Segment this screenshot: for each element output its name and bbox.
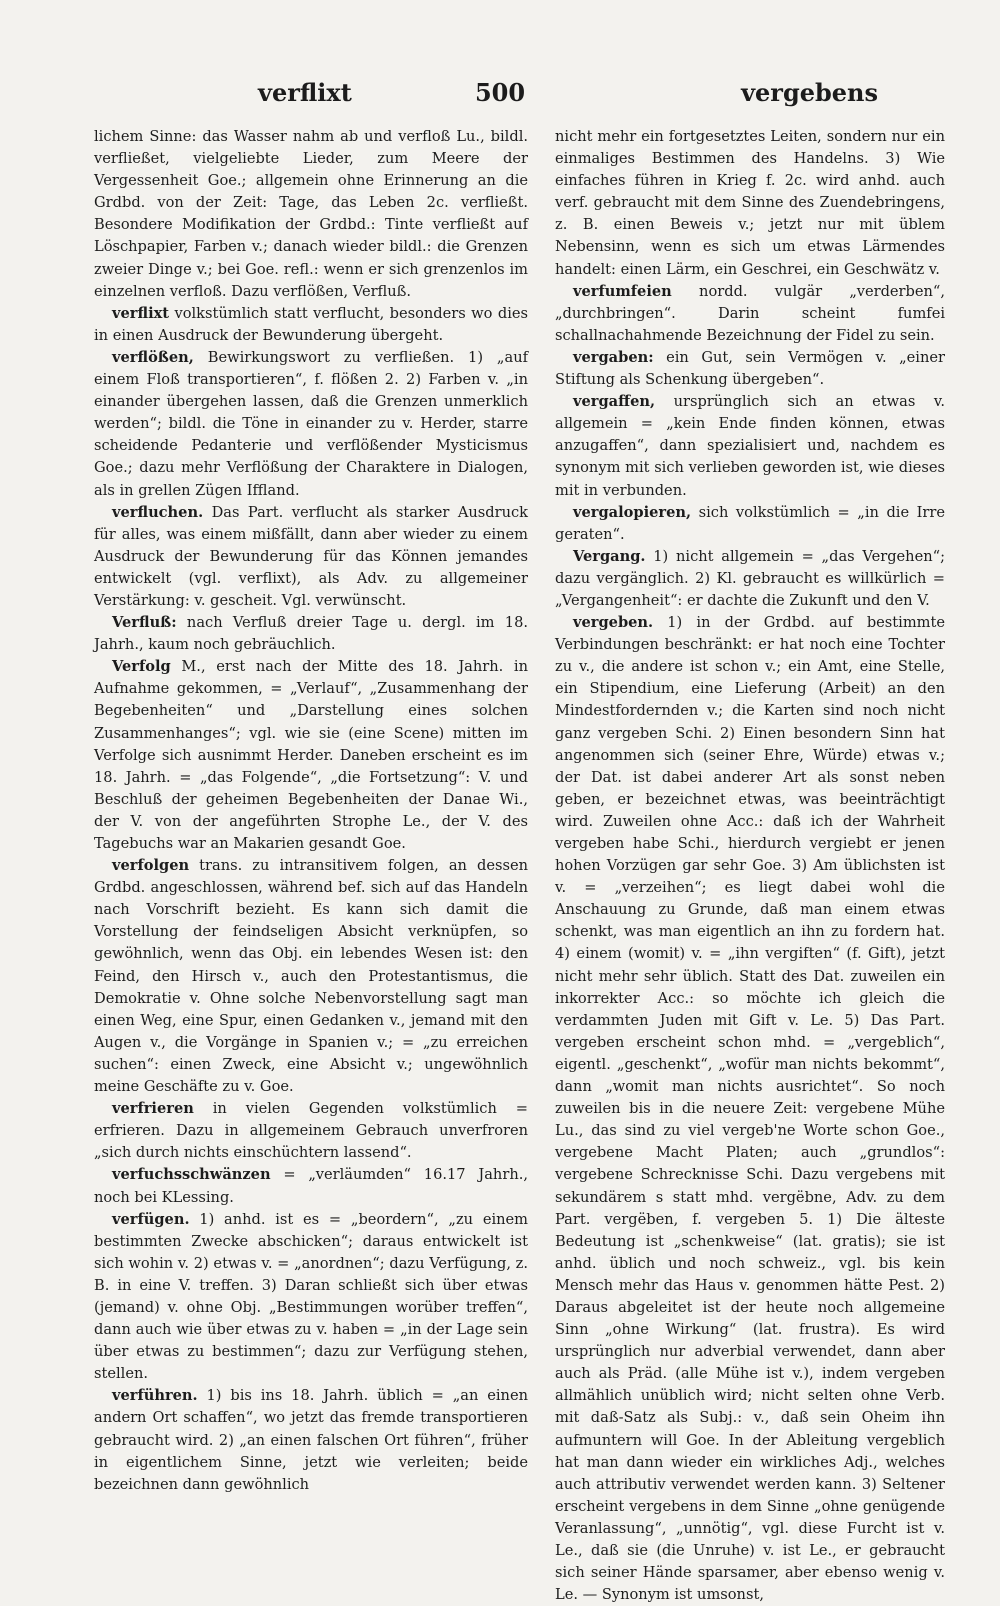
entry-headword: vergalopieren, [573,503,692,521]
entry-text: volkstümlich statt verflucht, besonders wo dies in einen Ausdruck der Bewunderung übergeht. [94,304,528,344]
entry-headword: verflößen, [112,348,194,366]
entry-text: nordd. vulgär „verderben“, „durchbringen“. Darin scheint fumfei schallnachahmende Bezeichnung der Fidel zu sein. [555,282,945,344]
dictionary-entry [94,656,528,855]
entry-text: nicht mehr ein fortgesetztes Leiten, sondern nur ein einmaliges Bestimmen des Handelns. 3) Wie einfaches führen in Krieg f. 2c. wird anhd. auch verf. gebraucht mit dem Sinne des Zuendebringens, z. B. einen Beweis v.; jetzt nur mit üblem Nebensinn, wenn es sich um etwas Lärmendes handelt: einen Lärm, ein Geschrei, ein Geschwätz v. [555,128,945,278]
entry-text: 1) nicht allgemein = „das Vergehen“; dazu vergänglich. 2) Kl. gebraucht es willkürlich = „Vergangenheit“: er dachte die Zukunft und den V. [555,547,945,609]
entry-headword: vergaben: [573,348,654,366]
entry-text: nach Verfluß dreier Tage u. dergl. im 18. Jahrh., kaum noch gebräuchlich. [94,614,528,654]
dictionary-entry [555,391,945,501]
entry-text: = „verläumden“ 16.17 Jahrh., noch bei KLessing. [94,1166,528,1206]
entry-headword: verfluchen. [112,503,204,521]
entry-text: M., erst nach der Mitte des 18. Jahrh. in Aufnahme gekommen, = „Verlauf“, „Zusammenhang der Begebenheiten“ und „Darstellung eines solchen Zusammenhanges“; vgl. wie sie (eine Scene) mitten im Verfolge sich ausnimmt Herder. Daneben erscheint es im 18. Jahrh. = „das Folgende“, „die Fortsetzung“: V. und Beschluß der geheimen Begebenheiten der Danae Wi., der V. von der angeführten Strophe Le., der V. des Tagebuchs war an Makarien gesandt Goe. [94,658,528,852]
entry-text: Das Part. verflucht als starker Ausdruck für alles, was einem mißfällt, dann aber wieder zu einem Ausdruck der Bewunderung für das Können jemandes entwickelt (vgl. verflixt), als Adv. zu allgemeiner Verstärkung: v. gescheit. Vgl. verwünscht. [94,503,528,609]
header-right-catchword: vergebens [741,78,878,107]
dictionary-entry [94,303,528,347]
dictionary-entry [94,347,528,502]
page-header [100,78,900,112]
dictionary-entry [555,347,945,391]
dictionary-entry [555,281,945,347]
entry-headword: vergeben. [573,614,654,632]
left-column [94,126,528,1496]
dictionary-entry [94,126,528,303]
entry-text: trans. zu intransitivem folgen, an dessen Grdbd. angeschlossen, während bef. sich auf das Handeln nach Vorschrift bezieht. Es kann sich damit die Vorstellung der feindseligen Absicht verknüpfen, so gewöhnlich, wenn das Obj. ein lebendes Wesen ist: den Feind, den Hirsch v., auch den Protestantismus, die Demokratie v. Ohne solche Nebenvorstellung sagt man einen Weg, eine Spur, einen Gedanken v., jemand mit den Augen v., die Vorgänge in Spanien v.; = „zu erreichen suchen“: einen Zweck, eine Absicht v.; ungewöhnlich meine Geschäfte zu v. Goe. [94,857,528,1096]
header-left-catchword: verflixt [258,78,352,107]
dictionary-entry [94,1164,528,1208]
entry-text: 1) in der Grdbd. auf bestimmte Verbindungen beschränkt: er hat noch eine Tochter zu v., die andere ist schon v.; ein Amt, eine Stelle, ein Stipendium, eine Lieferung (Arbeit) an den Mindestfordernden v.; die Karten sind noch nicht ganz vergeben Schi. 2) Einen besondern Sinn hat angenommen sich (seiner Ehre, Würde) etwas v.; der Dat. ist dabei anderer Art als sonst neben geben, er bezeichnet etwas, was beeinträchtigt wird. Zuweilen ohne Acc.: daß ich der Wahrheit vergeben habe Schi., hierdurch vergiebt er jenen hohen Vorzügen gar sehr Goe. 3) Am üblichsten ist v. = „verzeihen“; es liegt dabei wohl die Anschauung zu Grunde, daß man einem etwas schenkt, was man eigentlich an ihn zu fordern hat. 4) einem (womit) v. = „ihn vergiften“ (f. Gift), jetzt nicht mehr sehr üblich. Statt des Dat. zuweilen ein inkorrekter Acc.: so möchte ich gleich die verdammten Juden mit Gift v. Le. 5) Das Part. vergeben erscheint schon mhd. = „vergeblich“, eigentl. „geschenkt“, „wofür man nichts bekommt“, dann „womit man nichts ausrichtet“. So noch zuweilen bis in die neuere Zeit: vergebene Mühe Lu., das sind zu viel vergeb'ne Worte schon Goe., vergebene Macht Platen; auch „grundlos“: vergebene Schrecknisse Schi. Dazu vergebens mit sekundärem s statt mhd. vergëbne, Adv. zu dem Part. vergëben, f. vergeben 5. 1) Die älteste Bedeutung ist „schenkweise“ (lat. gratis); sie ist anhd. üblich und noch schweiz., vgl. bis kein Mensch mehr das Haus v. genommen hätte Pest. 2) Daraus abgeleitet ist der heute noch allgemeine Sinn „ohne Wirkung“ (lat. frustra). Es wird ursprünglich nur adverbial verwendet, dann aber auch als Präd. (alle Mühe ist v.), indem vergeben allmählich unüblich wird; nicht selten ohne Verb. mit daß-Satz als Subj.: v., daß sein Oheim ihn aufmuntern will Goe. In der Ableitung vergeblich hat man dann wieder ein wirkliches Adj., welches auch attributiv verwendet werden kann. 3) Seltener erscheint vergebens in dem Sinne „ohne genügende Veranlassung“, „unnötig“, vgl. diese Furcht ist v. Le., daß sie (die Unruhe) v. ist Le., er gebraucht sich seiner Hände sparsamer, aber ebenso wenig v. Le. — Synonym ist umsonst, [555,614,945,1604]
entry-headword: verfügen. [112,1210,190,1228]
entry-text: in vielen Gegenden volkstümlich = erfrieren. Dazu in allgemeinem Gebrauch unverfroren „sich durch nichts einschüchtern lassend“. [94,1100,528,1162]
entry-headword: verfumfeien [573,282,672,300]
dictionary-entry [94,1209,528,1386]
entry-headword: Verfolg [112,658,171,676]
dictionary-entry [555,612,945,1606]
entry-text: Bewirkungswort zu verfließen. 1) „auf einem Floß transportieren“, f. flößen 2. 2) Farben v. „in einander übergehen lassen, daß die Grenzen unmerklich werden“; bildl. die Töne in einander zu v. Herder, starre scheidende Pedanterie und verflößender Mysticismus Goe.; dazu mehr Verflößung der Charaktere in Dialogen, als in grellen Zügen Iffland. [94,348,528,499]
entry-headword: verflixt [112,304,170,322]
entry-text: ursprünglich sich an etwas v. allgemein = „kein Ende finden können, etwas anzugaffen“, dann spezialisiert und, nachdem es synonym mit sich verlieben geworden ist, wie dieses mit in verbunden. [555,393,945,499]
entry-headword: verfuchsschwänzen [112,1166,271,1184]
dictionary-entry [555,502,945,546]
dictionary-entry [94,855,528,1098]
entry-text: lichem Sinne: das Wasser nahm ab und verfloß Lu., bildl. verfließet, vielgeliebte Lieder, zum Meere der Vergessenheit Goe.; allgemein ohne Erinnerung an die Grdbd. von der Zeit: Tage, das Leben 2c. verfließt. Besondere Modifikation der Grdbd.: Tinte verfließt auf Löschpapier, Farben v.; danach wieder bildl.: die Grenzen zweier Dinge v.; bei Goe. refl.: wenn er sich grenzenlos im einzelnen verfloß. Dazu verflößen, Verfluß. [94,128,528,300]
page-number: 500 [474,78,526,107]
dictionary-entry [555,126,945,281]
dictionary-entry [94,1098,528,1164]
dictionary-entry [94,1385,528,1495]
entry-text: ein Gut, sein Vermögen v. „einer Stiftung als Schenkung übergeben“. [555,348,945,389]
entry-headword: verfrieren [112,1100,194,1118]
right-column [555,126,945,1606]
entry-headword: verfolgen [112,857,190,875]
dictionary-entry [94,612,528,656]
entry-text: sich volkstümlich = „in die Irre geraten“. [555,503,945,543]
entry-headword: Verfluß: [112,614,177,632]
entry-headword: verführen. [112,1387,198,1405]
entry-headword: Vergang. [573,547,646,565]
entry-text: 1) anhd. ist es = „beordern“, „zu einem bestimmten Zwecke abschicken“; daraus entwickelt ist sich wohin v. 2) etwas v. = „anordnen“; dazu Verfügung, z. B. in eine V. treffen. 3) Daran schließt sich über etwas (jemand) v. ohne Obj. „Bestimmungen worüber treffen“, dann auch wie über etwas zu v. haben = „in der Lage sein über etwas zu bestimmen“; dazu zur Verfügung stehen, stellen. [94,1210,528,1383]
dictionary-entry [94,502,528,612]
dictionary-entry [555,546,945,612]
entry-text: 1) bis ins 18. Jahrh. üblich = „an einen andern Ort schaffen“, wo jetzt das fremde transportieren gebraucht wird. 2) „an einen falschen Ort führen“, früher in eigentlichem Sinne, jetzt wie verleiten; beide bezeichnen dann gewöhnlich [94,1387,528,1493]
entry-headword: vergaffen, [573,393,656,411]
